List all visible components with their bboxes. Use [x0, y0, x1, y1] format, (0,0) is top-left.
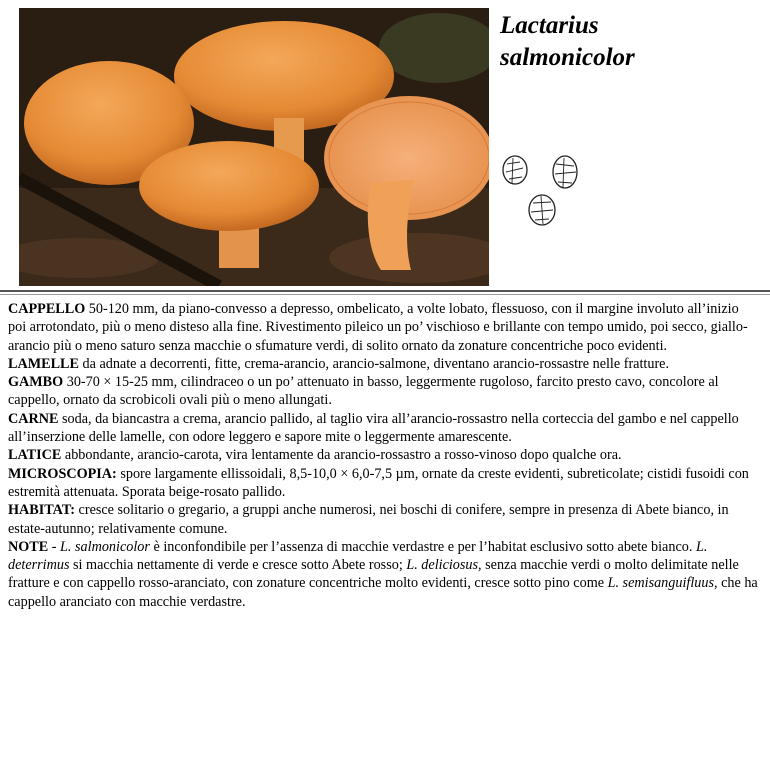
note-species-2: L. deterrimus [8, 538, 708, 574]
note-species-3: L. deliciosus [406, 557, 479, 574]
title-genus: Lactarius [500, 12, 599, 39]
label-carne: CARNE [8, 410, 59, 427]
note-text-5: , che ha cappello aranciato con macchie verdastre. [8, 575, 758, 610]
note-text-4: , senza macchie verdi o molto delimitate nelle fratture e con cappello rosso-aranciato, con zonature concentriche molto evidenti, cresce sotto pino come [8, 557, 739, 592]
note-text-1: - [48, 538, 61, 555]
label-microscopia: MICROSCOPIA: [8, 465, 117, 482]
label-latice: LATICE [8, 447, 62, 464]
mushroom-photo [19, 8, 489, 286]
text-microscopia: spore largamente ellissoidali, 8,5-10,0 × 6,0-7,5 µm, ornate da creste evidenti, subreticolate; cistidi fusoidi con estremità attenuata. Sporata beige-rosato pallido. [8, 465, 749, 500]
section-gambo [8, 373, 760, 410]
label-habitat: HABITAT: [8, 502, 75, 519]
note-species-4: L. semisanguifluus [607, 575, 714, 592]
text-gambo: 30-70 × 15-25 mm, cilindraceo o un po’ attenuato in basso, leggermente rugoloso, farcito presto cavo, concolore al cappello, ornato da scrobicoli ovali più o meno allungati. [8, 374, 719, 409]
section-cappello [8, 300, 760, 355]
text-lamelle: da adnate a decorrenti, fitte, crema-arancio, arancio-salmone, diventano arancio-rossastre nelle fratture. [78, 355, 670, 372]
label-lamelle: LAMELLE [8, 355, 79, 372]
species-title [500, 10, 635, 74]
text-carne: soda, da biancastra a crema, arancio pallido, al taglio vira all’arancio-rossastro nella corteccia del gambo e nel cappello all’inserzione delle lamelle, con odore leggero e sapore mite o leggermente amarescente. [8, 410, 739, 446]
mushroom-photo-icon [19, 8, 489, 286]
section-latice [8, 446, 760, 464]
text-habitat: cresce solitario o gregario, a gruppi anche numerosi, nei boschi di conifere, sempre in presenza di Abete bianco, in estate-autunno; relativamente comune. [8, 502, 729, 537]
label-gambo: GAMBO [8, 374, 64, 391]
section-lamelle [8, 355, 760, 373]
section-microscopia [8, 465, 760, 502]
spore-illustration-icon [500, 150, 590, 230]
spore-illustration [500, 150, 590, 230]
divider [0, 290, 770, 292]
section-carne [8, 410, 760, 447]
text-latice: abbondante, arancio-carota, vira lentamente da arancio-rossastro a rosso-vinoso dopo qualche ora. [61, 447, 622, 464]
note-text-2: è inconfondibile per l’assenza di macchie verdastre e per l’habitat esclusivo sotto abete bianco. [149, 538, 696, 555]
divider-thin [0, 294, 770, 295]
text-cappello: 50-120 mm, da piano-convesso a depresso, ombelicato, a volte lobato, flessuoso, con il margine involuto all’inizio poi arrotondato, più o meno disteso alla fine. Rivestimento pileico un po’ vischioso e brillante con tempo umido, poi secco, giallo-arancio più o meno saturo senza macchie o sfumature verdi, di solito ornato da zonature concentriche poco evidenti. [8, 301, 748, 354]
label-note: NOTE [8, 538, 49, 555]
note-text-3: si macchia nettamente di verde e cresce sotto Abete rosso; [69, 557, 407, 574]
description [8, 300, 760, 611]
section-habitat [8, 501, 760, 538]
section-note [8, 538, 760, 611]
title-species: salmonicolor [500, 44, 635, 71]
label-cappello: CAPPELLO [8, 301, 86, 317]
note-species-1: L. salmonicolor [60, 538, 150, 555]
